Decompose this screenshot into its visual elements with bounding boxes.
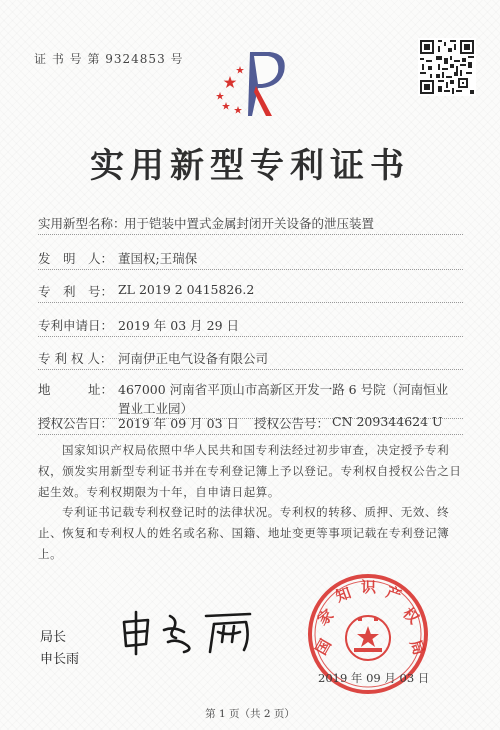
page-footer: 第 1 页（共 2 页） (205, 708, 295, 720)
grant-date-label: 授权公告日： (38, 416, 114, 431)
patentee-label: 专 利 权 人： (38, 351, 113, 366)
patent-number: ZL 2019 2 0415826.2 (118, 282, 255, 297)
patent-number-label: 专 利 号： (38, 284, 114, 299)
svg-text:国: 国 (311, 635, 335, 658)
certificate-number: 证 书 号 第 9324853 号 (34, 52, 184, 66)
address-label: 地 址： (38, 382, 114, 397)
inventor-label: 发 明 人： (38, 251, 114, 266)
certificate-title: 实用新型专利证书 (90, 146, 410, 186)
address-line-1: 467000 河南省平顶山市高新区开发一路 6 号院（河南恒业 (118, 382, 449, 397)
svg-text:权: 权 (399, 604, 423, 628)
utility-model-name-label: 实用新型名称： (38, 216, 126, 231)
director-title: 局长 (40, 630, 67, 645)
grant-date: 2019 年 09 月 03 日 (118, 416, 239, 431)
grant-number: CN 209344624 U (332, 414, 443, 429)
body-paragraph-2: 专利证书记载专利权登记时的法律状况。专利权的转移、质押、无效、终止、恢复和专利权人的姓名或名称、国籍、地址变更等事项记载在专利登记簿上。 (38, 505, 450, 561)
divider (38, 269, 463, 270)
patentee: 河南伊正电气设备有限公司 (118, 351, 269, 366)
divider (38, 234, 463, 235)
grant-number-label: 授权公告号： (254, 416, 330, 431)
director-name: 申长雨 (40, 652, 80, 667)
divider (38, 336, 463, 337)
filing-date-label: 专利申请日： (38, 318, 114, 333)
utility-model-name: 用于铠装中置式金属封闭开关设备的泄压装置 (124, 216, 375, 231)
inventor: 董国权;王瑞保 (118, 251, 198, 266)
patent-office-emblem-icon (212, 50, 292, 118)
svg-text:产: 产 (383, 582, 404, 605)
divider (38, 302, 463, 303)
svg-text:家: 家 (314, 605, 338, 630)
svg-text:识: 识 (361, 578, 377, 596)
svg-text:知: 知 (333, 583, 354, 606)
seal-date: 2019 年 09 月 03 日 (318, 671, 430, 685)
handwritten-signature (118, 608, 258, 656)
svg-text:局: 局 (406, 637, 429, 658)
divider (38, 434, 463, 435)
filing-date: 2019 年 03 月 29 日 (118, 318, 239, 333)
qr-code-icon (418, 38, 476, 96)
address-line-2: 置业工业园） (118, 401, 194, 416)
divider (38, 369, 463, 370)
body-paragraph-1: 国家知识产权局依照中华人民共和国专利法经过初步审查，决定授予专利权，颁发实用新型专利证书并在专利登记簿上予以登记。专利权自授权公告之日起生效。专利权期限为十年，自申请日起算。 (38, 443, 462, 499)
